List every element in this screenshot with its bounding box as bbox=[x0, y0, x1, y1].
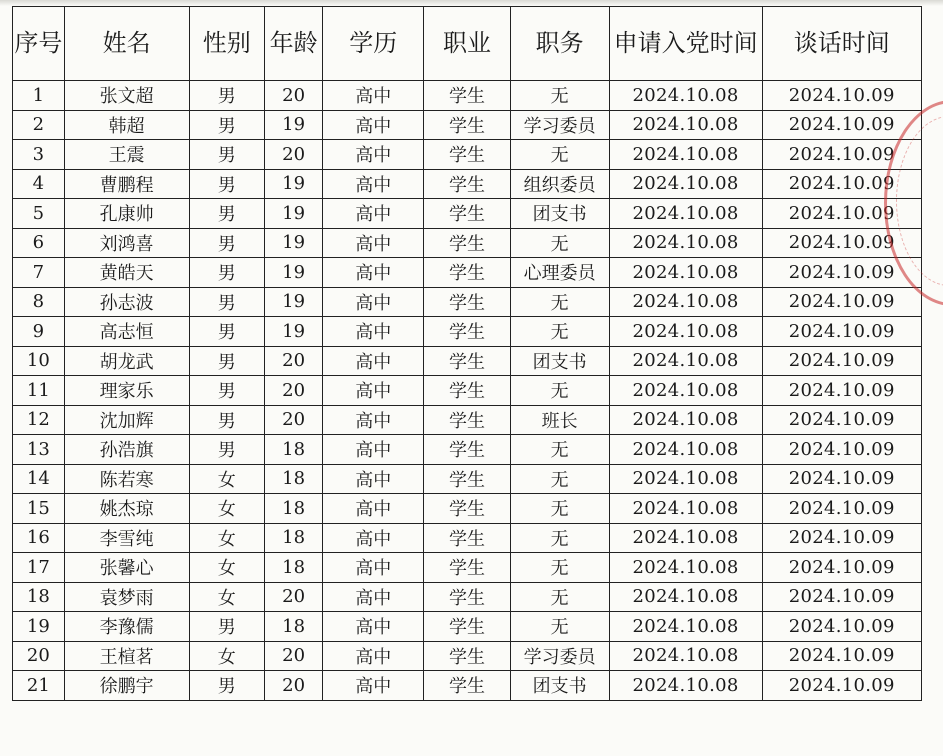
cell-talk-date: 2024.10.09 bbox=[762, 258, 921, 288]
cell-education: 高中 bbox=[323, 523, 424, 553]
cell-gender: 男 bbox=[189, 346, 264, 376]
cell-education: 高中 bbox=[323, 435, 424, 465]
cell-position: 无 bbox=[510, 228, 609, 258]
cell-name: 陈若寒 bbox=[64, 464, 189, 494]
cell-name: 张馨心 bbox=[64, 553, 189, 583]
cell-gender: 男 bbox=[189, 671, 264, 701]
cell-name: 胡龙武 bbox=[64, 346, 189, 376]
cell-talk-date: 2024.10.09 bbox=[762, 405, 921, 435]
cell-age: 20 bbox=[265, 346, 323, 376]
cell-apply-date: 2024.10.08 bbox=[609, 140, 762, 170]
cell-education: 高中 bbox=[323, 494, 424, 524]
header-education: 学历 bbox=[323, 7, 424, 81]
cell-age: 20 bbox=[265, 376, 323, 406]
cell-gender: 男 bbox=[189, 435, 264, 465]
table-header-row bbox=[13, 7, 922, 81]
cell-apply-date: 2024.10.08 bbox=[609, 641, 762, 671]
cell-seq: 1 bbox=[13, 81, 65, 111]
cell-age: 18 bbox=[265, 494, 323, 524]
header-talk-date: 谈话时间 bbox=[762, 7, 921, 81]
cell-occupation: 学生 bbox=[424, 405, 510, 435]
table-row bbox=[13, 228, 922, 258]
cell-education: 高中 bbox=[323, 317, 424, 347]
cell-name: 王震 bbox=[64, 140, 189, 170]
cell-talk-date: 2024.10.09 bbox=[762, 81, 921, 111]
cell-name: 孙志波 bbox=[64, 287, 189, 317]
header-occupation: 职业 bbox=[424, 7, 510, 81]
cell-occupation: 学生 bbox=[424, 523, 510, 553]
table-row bbox=[13, 258, 922, 288]
cell-occupation: 学生 bbox=[424, 169, 510, 199]
cell-seq: 14 bbox=[13, 464, 65, 494]
cell-occupation: 学生 bbox=[424, 553, 510, 583]
cell-name: 沈加辉 bbox=[64, 405, 189, 435]
cell-seq: 15 bbox=[13, 494, 65, 524]
cell-age: 19 bbox=[265, 258, 323, 288]
cell-occupation: 学生 bbox=[424, 81, 510, 111]
cell-occupation: 学生 bbox=[424, 346, 510, 376]
table-row bbox=[13, 582, 922, 612]
cell-apply-date: 2024.10.08 bbox=[609, 110, 762, 140]
cell-talk-date: 2024.10.09 bbox=[762, 435, 921, 465]
cell-seq: 18 bbox=[13, 582, 65, 612]
cell-seq: 7 bbox=[13, 258, 65, 288]
cell-position: 学习委员 bbox=[510, 110, 609, 140]
header-seq: 序号 bbox=[13, 7, 65, 81]
cell-seq: 10 bbox=[13, 346, 65, 376]
cell-age: 18 bbox=[265, 435, 323, 465]
cell-education: 高中 bbox=[323, 641, 424, 671]
cell-talk-date: 2024.10.09 bbox=[762, 228, 921, 258]
cell-seq: 8 bbox=[13, 287, 65, 317]
cell-seq: 17 bbox=[13, 553, 65, 583]
cell-occupation: 学生 bbox=[424, 376, 510, 406]
cell-age: 19 bbox=[265, 110, 323, 140]
cell-apply-date: 2024.10.08 bbox=[609, 169, 762, 199]
cell-occupation: 学生 bbox=[424, 140, 510, 170]
cell-age: 19 bbox=[265, 228, 323, 258]
cell-education: 高中 bbox=[323, 464, 424, 494]
header-apply-date: 申请入党时间 bbox=[609, 7, 762, 81]
cell-position: 团支书 bbox=[510, 346, 609, 376]
cell-talk-date: 2024.10.09 bbox=[762, 317, 921, 347]
table-row bbox=[13, 641, 922, 671]
cell-name: 王楦茗 bbox=[64, 641, 189, 671]
cell-talk-date: 2024.10.09 bbox=[762, 553, 921, 583]
cell-age: 18 bbox=[265, 612, 323, 642]
cell-position: 心理委员 bbox=[510, 258, 609, 288]
cell-talk-date: 2024.10.09 bbox=[762, 671, 921, 701]
applicant-table bbox=[12, 6, 922, 701]
cell-name: 刘鸿喜 bbox=[64, 228, 189, 258]
cell-talk-date: 2024.10.09 bbox=[762, 582, 921, 612]
cell-occupation: 学生 bbox=[424, 671, 510, 701]
table-row bbox=[13, 110, 922, 140]
cell-gender: 男 bbox=[189, 317, 264, 347]
table-row bbox=[13, 317, 922, 347]
header-gender: 性别 bbox=[189, 7, 264, 81]
cell-education: 高中 bbox=[323, 671, 424, 701]
cell-name: 李雪纯 bbox=[64, 523, 189, 553]
cell-apply-date: 2024.10.08 bbox=[609, 612, 762, 642]
cell-name: 黄皓天 bbox=[64, 258, 189, 288]
cell-age: 19 bbox=[265, 317, 323, 347]
cell-name: 李豫儒 bbox=[64, 612, 189, 642]
cell-position: 无 bbox=[510, 376, 609, 406]
cell-education: 高中 bbox=[323, 405, 424, 435]
cell-seq: 12 bbox=[13, 405, 65, 435]
cell-apply-date: 2024.10.08 bbox=[609, 553, 762, 583]
cell-name: 韩超 bbox=[64, 110, 189, 140]
cell-talk-date: 2024.10.09 bbox=[762, 199, 921, 229]
cell-apply-date: 2024.10.08 bbox=[609, 199, 762, 229]
cell-apply-date: 2024.10.08 bbox=[609, 671, 762, 701]
cell-occupation: 学生 bbox=[424, 612, 510, 642]
table-body bbox=[13, 81, 922, 701]
cell-name: 孙浩旗 bbox=[64, 435, 189, 465]
cell-gender: 女 bbox=[189, 553, 264, 583]
cell-occupation: 学生 bbox=[424, 582, 510, 612]
cell-gender: 男 bbox=[189, 199, 264, 229]
cell-gender: 女 bbox=[189, 464, 264, 494]
cell-occupation: 学生 bbox=[424, 464, 510, 494]
table-row bbox=[13, 494, 922, 524]
table-row bbox=[13, 81, 922, 111]
table-row bbox=[13, 553, 922, 583]
cell-gender: 女 bbox=[189, 582, 264, 612]
cell-seq: 9 bbox=[13, 317, 65, 347]
cell-name: 孔康帅 bbox=[64, 199, 189, 229]
cell-age: 18 bbox=[265, 523, 323, 553]
cell-apply-date: 2024.10.08 bbox=[609, 81, 762, 111]
cell-age: 18 bbox=[265, 464, 323, 494]
cell-seq: 5 bbox=[13, 199, 65, 229]
cell-gender: 男 bbox=[189, 110, 264, 140]
cell-position: 无 bbox=[510, 140, 609, 170]
cell-occupation: 学生 bbox=[424, 435, 510, 465]
cell-education: 高中 bbox=[323, 582, 424, 612]
cell-apply-date: 2024.10.08 bbox=[609, 346, 762, 376]
cell-talk-date: 2024.10.09 bbox=[762, 110, 921, 140]
cell-apply-date: 2024.10.08 bbox=[609, 228, 762, 258]
cell-position: 组织委员 bbox=[510, 169, 609, 199]
cell-position: 无 bbox=[510, 464, 609, 494]
table-row bbox=[13, 612, 922, 642]
cell-occupation: 学生 bbox=[424, 317, 510, 347]
cell-occupation: 学生 bbox=[424, 287, 510, 317]
cell-age: 20 bbox=[265, 641, 323, 671]
cell-education: 高中 bbox=[323, 140, 424, 170]
cell-education: 高中 bbox=[323, 110, 424, 140]
cell-position: 班长 bbox=[510, 405, 609, 435]
cell-talk-date: 2024.10.09 bbox=[762, 140, 921, 170]
cell-seq: 11 bbox=[13, 376, 65, 406]
cell-gender: 女 bbox=[189, 641, 264, 671]
cell-gender: 男 bbox=[189, 140, 264, 170]
cell-position: 学习委员 bbox=[510, 641, 609, 671]
cell-occupation: 学生 bbox=[424, 258, 510, 288]
cell-name: 袁梦雨 bbox=[64, 582, 189, 612]
cell-seq: 13 bbox=[13, 435, 65, 465]
cell-gender: 男 bbox=[189, 287, 264, 317]
table-row bbox=[13, 523, 922, 553]
cell-education: 高中 bbox=[323, 376, 424, 406]
cell-position: 无 bbox=[510, 317, 609, 347]
cell-talk-date: 2024.10.09 bbox=[762, 612, 921, 642]
cell-talk-date: 2024.10.09 bbox=[762, 523, 921, 553]
cell-occupation: 学生 bbox=[424, 641, 510, 671]
table-row bbox=[13, 405, 922, 435]
header-name: 姓名 bbox=[64, 7, 189, 81]
cell-seq: 2 bbox=[13, 110, 65, 140]
cell-position: 无 bbox=[510, 553, 609, 583]
table-row bbox=[13, 199, 922, 229]
cell-gender: 男 bbox=[189, 81, 264, 111]
cell-seq: 21 bbox=[13, 671, 65, 701]
table-row bbox=[13, 169, 922, 199]
cell-talk-date: 2024.10.09 bbox=[762, 287, 921, 317]
cell-education: 高中 bbox=[323, 346, 424, 376]
cell-age: 20 bbox=[265, 582, 323, 612]
cell-gender: 男 bbox=[189, 405, 264, 435]
cell-name: 徐鹏宇 bbox=[64, 671, 189, 701]
cell-position: 无 bbox=[510, 81, 609, 111]
cell-position: 无 bbox=[510, 435, 609, 465]
cell-position: 无 bbox=[510, 612, 609, 642]
cell-apply-date: 2024.10.08 bbox=[609, 287, 762, 317]
cell-seq: 3 bbox=[13, 140, 65, 170]
cell-name: 高志恒 bbox=[64, 317, 189, 347]
cell-seq: 16 bbox=[13, 523, 65, 553]
table-row bbox=[13, 346, 922, 376]
cell-seq: 19 bbox=[13, 612, 65, 642]
cell-gender: 男 bbox=[189, 612, 264, 642]
cell-occupation: 学生 bbox=[424, 110, 510, 140]
cell-education: 高中 bbox=[323, 553, 424, 583]
cell-talk-date: 2024.10.09 bbox=[762, 169, 921, 199]
cell-seq: 20 bbox=[13, 641, 65, 671]
cell-gender: 男 bbox=[189, 228, 264, 258]
cell-gender: 男 bbox=[189, 169, 264, 199]
cell-seq: 4 bbox=[13, 169, 65, 199]
table-row bbox=[13, 464, 922, 494]
cell-talk-date: 2024.10.09 bbox=[762, 641, 921, 671]
cell-age: 18 bbox=[265, 553, 323, 583]
cell-age: 19 bbox=[265, 199, 323, 229]
cell-seq: 6 bbox=[13, 228, 65, 258]
cell-education: 高中 bbox=[323, 228, 424, 258]
table-row bbox=[13, 671, 922, 701]
header-position: 职务 bbox=[510, 7, 609, 81]
cell-age: 19 bbox=[265, 287, 323, 317]
cell-apply-date: 2024.10.08 bbox=[609, 435, 762, 465]
cell-name: 姚杰琼 bbox=[64, 494, 189, 524]
cell-position: 无 bbox=[510, 494, 609, 524]
cell-talk-date: 2024.10.09 bbox=[762, 464, 921, 494]
cell-education: 高中 bbox=[323, 81, 424, 111]
header-age: 年龄 bbox=[265, 7, 323, 81]
cell-apply-date: 2024.10.08 bbox=[609, 582, 762, 612]
cell-gender: 女 bbox=[189, 494, 264, 524]
cell-apply-date: 2024.10.08 bbox=[609, 405, 762, 435]
cell-education: 高中 bbox=[323, 612, 424, 642]
cell-apply-date: 2024.10.08 bbox=[609, 317, 762, 347]
cell-education: 高中 bbox=[323, 258, 424, 288]
cell-gender: 男 bbox=[189, 258, 264, 288]
cell-gender: 男 bbox=[189, 376, 264, 406]
cell-occupation: 学生 bbox=[424, 494, 510, 524]
cell-position: 无 bbox=[510, 523, 609, 553]
cell-apply-date: 2024.10.08 bbox=[609, 494, 762, 524]
cell-education: 高中 bbox=[323, 199, 424, 229]
cell-position: 无 bbox=[510, 287, 609, 317]
cell-name: 曹鹏程 bbox=[64, 169, 189, 199]
cell-education: 高中 bbox=[323, 287, 424, 317]
cell-education: 高中 bbox=[323, 169, 424, 199]
cell-age: 20 bbox=[265, 81, 323, 111]
cell-age: 20 bbox=[265, 140, 323, 170]
cell-position: 无 bbox=[510, 582, 609, 612]
cell-age: 20 bbox=[265, 671, 323, 701]
cell-apply-date: 2024.10.08 bbox=[609, 376, 762, 406]
table-row bbox=[13, 140, 922, 170]
cell-occupation: 学生 bbox=[424, 199, 510, 229]
cell-gender: 女 bbox=[189, 523, 264, 553]
cell-apply-date: 2024.10.08 bbox=[609, 258, 762, 288]
cell-age: 19 bbox=[265, 169, 323, 199]
cell-position: 团支书 bbox=[510, 671, 609, 701]
cell-occupation: 学生 bbox=[424, 228, 510, 258]
cell-apply-date: 2024.10.08 bbox=[609, 523, 762, 553]
cell-apply-date: 2024.10.08 bbox=[609, 464, 762, 494]
cell-talk-date: 2024.10.09 bbox=[762, 346, 921, 376]
table-row bbox=[13, 287, 922, 317]
cell-position: 团支书 bbox=[510, 199, 609, 229]
table-row bbox=[13, 376, 922, 406]
cell-name: 理家乐 bbox=[64, 376, 189, 406]
cell-talk-date: 2024.10.09 bbox=[762, 376, 921, 406]
cell-name: 张文超 bbox=[64, 81, 189, 111]
cell-talk-date: 2024.10.09 bbox=[762, 494, 921, 524]
table-row bbox=[13, 435, 922, 465]
cell-age: 20 bbox=[265, 405, 323, 435]
